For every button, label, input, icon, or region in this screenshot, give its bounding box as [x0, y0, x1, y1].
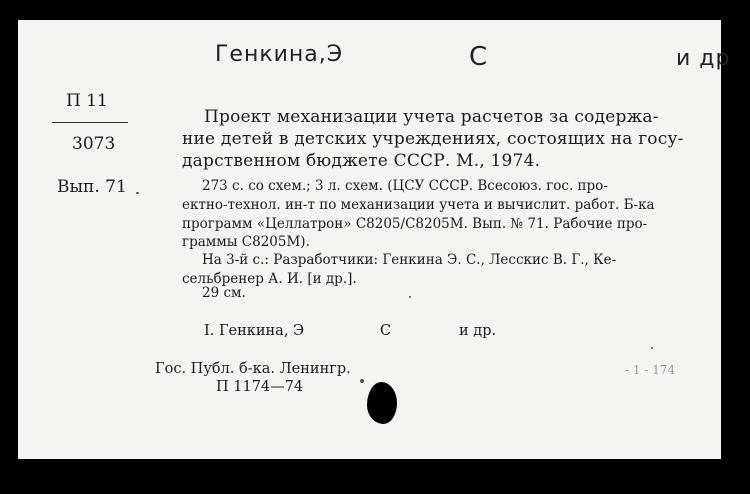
- faint-stamp: - 1 - 174: [625, 363, 676, 377]
- library-line-2: П 1174—74: [216, 379, 304, 395]
- ink-blot: [367, 382, 397, 424]
- shelfmark-line2: 3073: [72, 134, 116, 154]
- tracing-initial: С: [380, 323, 392, 339]
- tracing-tail: и др.: [459, 323, 497, 339]
- title-line-1: Проект механизации учета расчетов за содержа-: [204, 107, 659, 127]
- note-line-1: На 3-й с.: Разработчики: Генкина Э. С., Лесскис В. Г., Ке-: [202, 252, 617, 268]
- title-line-2: ние детей в детских учреждениях, состоящих на госу-: [182, 129, 684, 149]
- ink-speck: [651, 347, 653, 349]
- handwritten-author: Генкина,Э: [215, 42, 344, 67]
- note-line-2: сельбренер А. И. [и др.].: [182, 271, 357, 287]
- ink-speck: [409, 296, 411, 298]
- ink-speck: [360, 379, 364, 383]
- library-line-1: Гос. Публ. б-ка. Ленингр.: [155, 361, 351, 377]
- description-line-4: граммы С8205М).: [182, 234, 310, 250]
- description-line-1: 273 с. со схем.; 3 л. схем. (ЦСУ СССР. Всесоюз. гос. про-: [202, 178, 608, 194]
- size-note: 29 см.: [202, 285, 246, 301]
- catalog-card: [18, 20, 731, 459]
- description-line-2: ектно-технол. ин-т по механизации учета и вычислит. работ. Б-ка: [182, 197, 655, 213]
- shelfmark-line3: Вып. 71: [57, 177, 127, 197]
- title-line-3: дарственном бюджете СССР. М., 1974.: [182, 151, 541, 171]
- tracing-entry: I. Генкина, Э: [204, 323, 305, 339]
- description-line-3: программ «Целлатрон» С8205/С8205М. Вып. № 71. Рабочие про-: [182, 216, 648, 232]
- shelfmark-divider: [52, 122, 128, 123]
- handwritten-initial: С: [469, 42, 489, 72]
- shelfmark-line1: П 11: [66, 91, 108, 111]
- handwritten-tail: и др: [676, 46, 731, 71]
- ink-speck: [136, 192, 139, 194]
